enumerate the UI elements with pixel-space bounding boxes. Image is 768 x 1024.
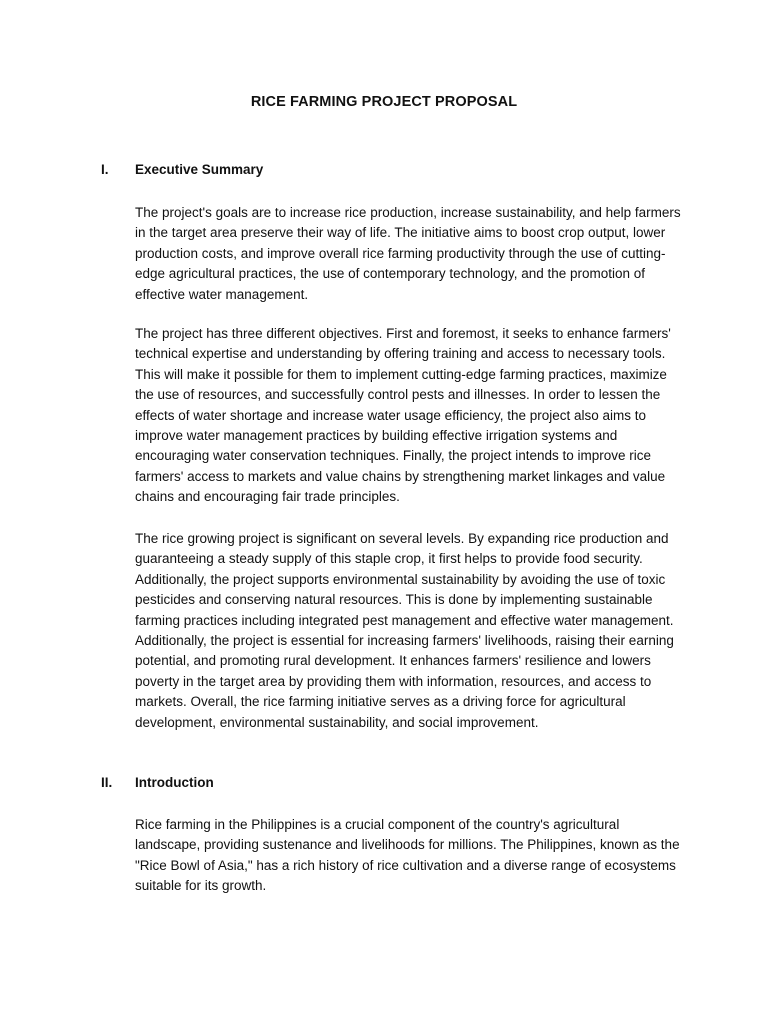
section-heading-executive-summary	[0, 162, 768, 182]
document-title: RICE FARMING PROJECT PROPOSAL	[250, 94, 518, 110]
section-title: Introduction	[135, 775, 214, 790]
section-numeral: I.	[101, 162, 109, 177]
paragraph-significance: The rice growing project is significant on several levels. By expanding rice production and guaranteeing a steady supply of this staple crop, it first helps to provide food security. Additionally, the project supports environmental sustainability by avoiding the use of toxic pesticides and conserving natural resources. This is done by implementing sustainable farming practices including integrated pest management and effective water management. Additionally, the project is essential for increasing farmers' livelihoods, raising their earning potential, and promoting rural development. It enhances farmers' resilience and lowers poverty in the target area by providing them with information, resources, and access to markets. Overall, the rice farming initiative serves as a driving force for agricultural development, environmental sustainability, and social improvement.	[135, 531, 674, 730]
paragraph-objectives: The project has three different objectives. First and foremost, it seeks to enhance farmers' technical expertise and understanding by offering training and access to necessary tools. This will make it possible for them to implement cutting-edge farming practices, maximize the use of resources, and successfully control pests and illnesses. In order to lessen the effects of water shortage and increase water usage efficiency, the project also aims to improve water management practices by building effective irrigation systems and encouraging water conservation techniques. Finally, the project intends to improve rice farmers' access to markets and value chains by strengthening market linkages and value chains and encouraging fair trade principles.	[135, 326, 671, 505]
section-numeral: II.	[101, 775, 113, 790]
paragraph-project-goals: The project's goals are to increase rice production, increase sustainability, and help farmers in the target area preserve their way of life. The initiative aims to boost crop output, lower production costs, and improve overall rice farming productivity through the use of cutting-edge agricultural practices, the use of contemporary technology, and the promotion of effective water management.	[135, 205, 681, 302]
section-heading-introduction	[0, 775, 768, 795]
section-title: Executive Summary	[135, 162, 264, 177]
paragraph-introduction: Rice farming in the Philippines is a crucial component of the country's agricultural landscape, providing sustenance and livelihoods for millions. The Philippines, known as the "Rice Bowl of Asia," has a rich history of rice cultivation and a diverse range of ecosystems suitable for its growth.	[135, 817, 680, 894]
